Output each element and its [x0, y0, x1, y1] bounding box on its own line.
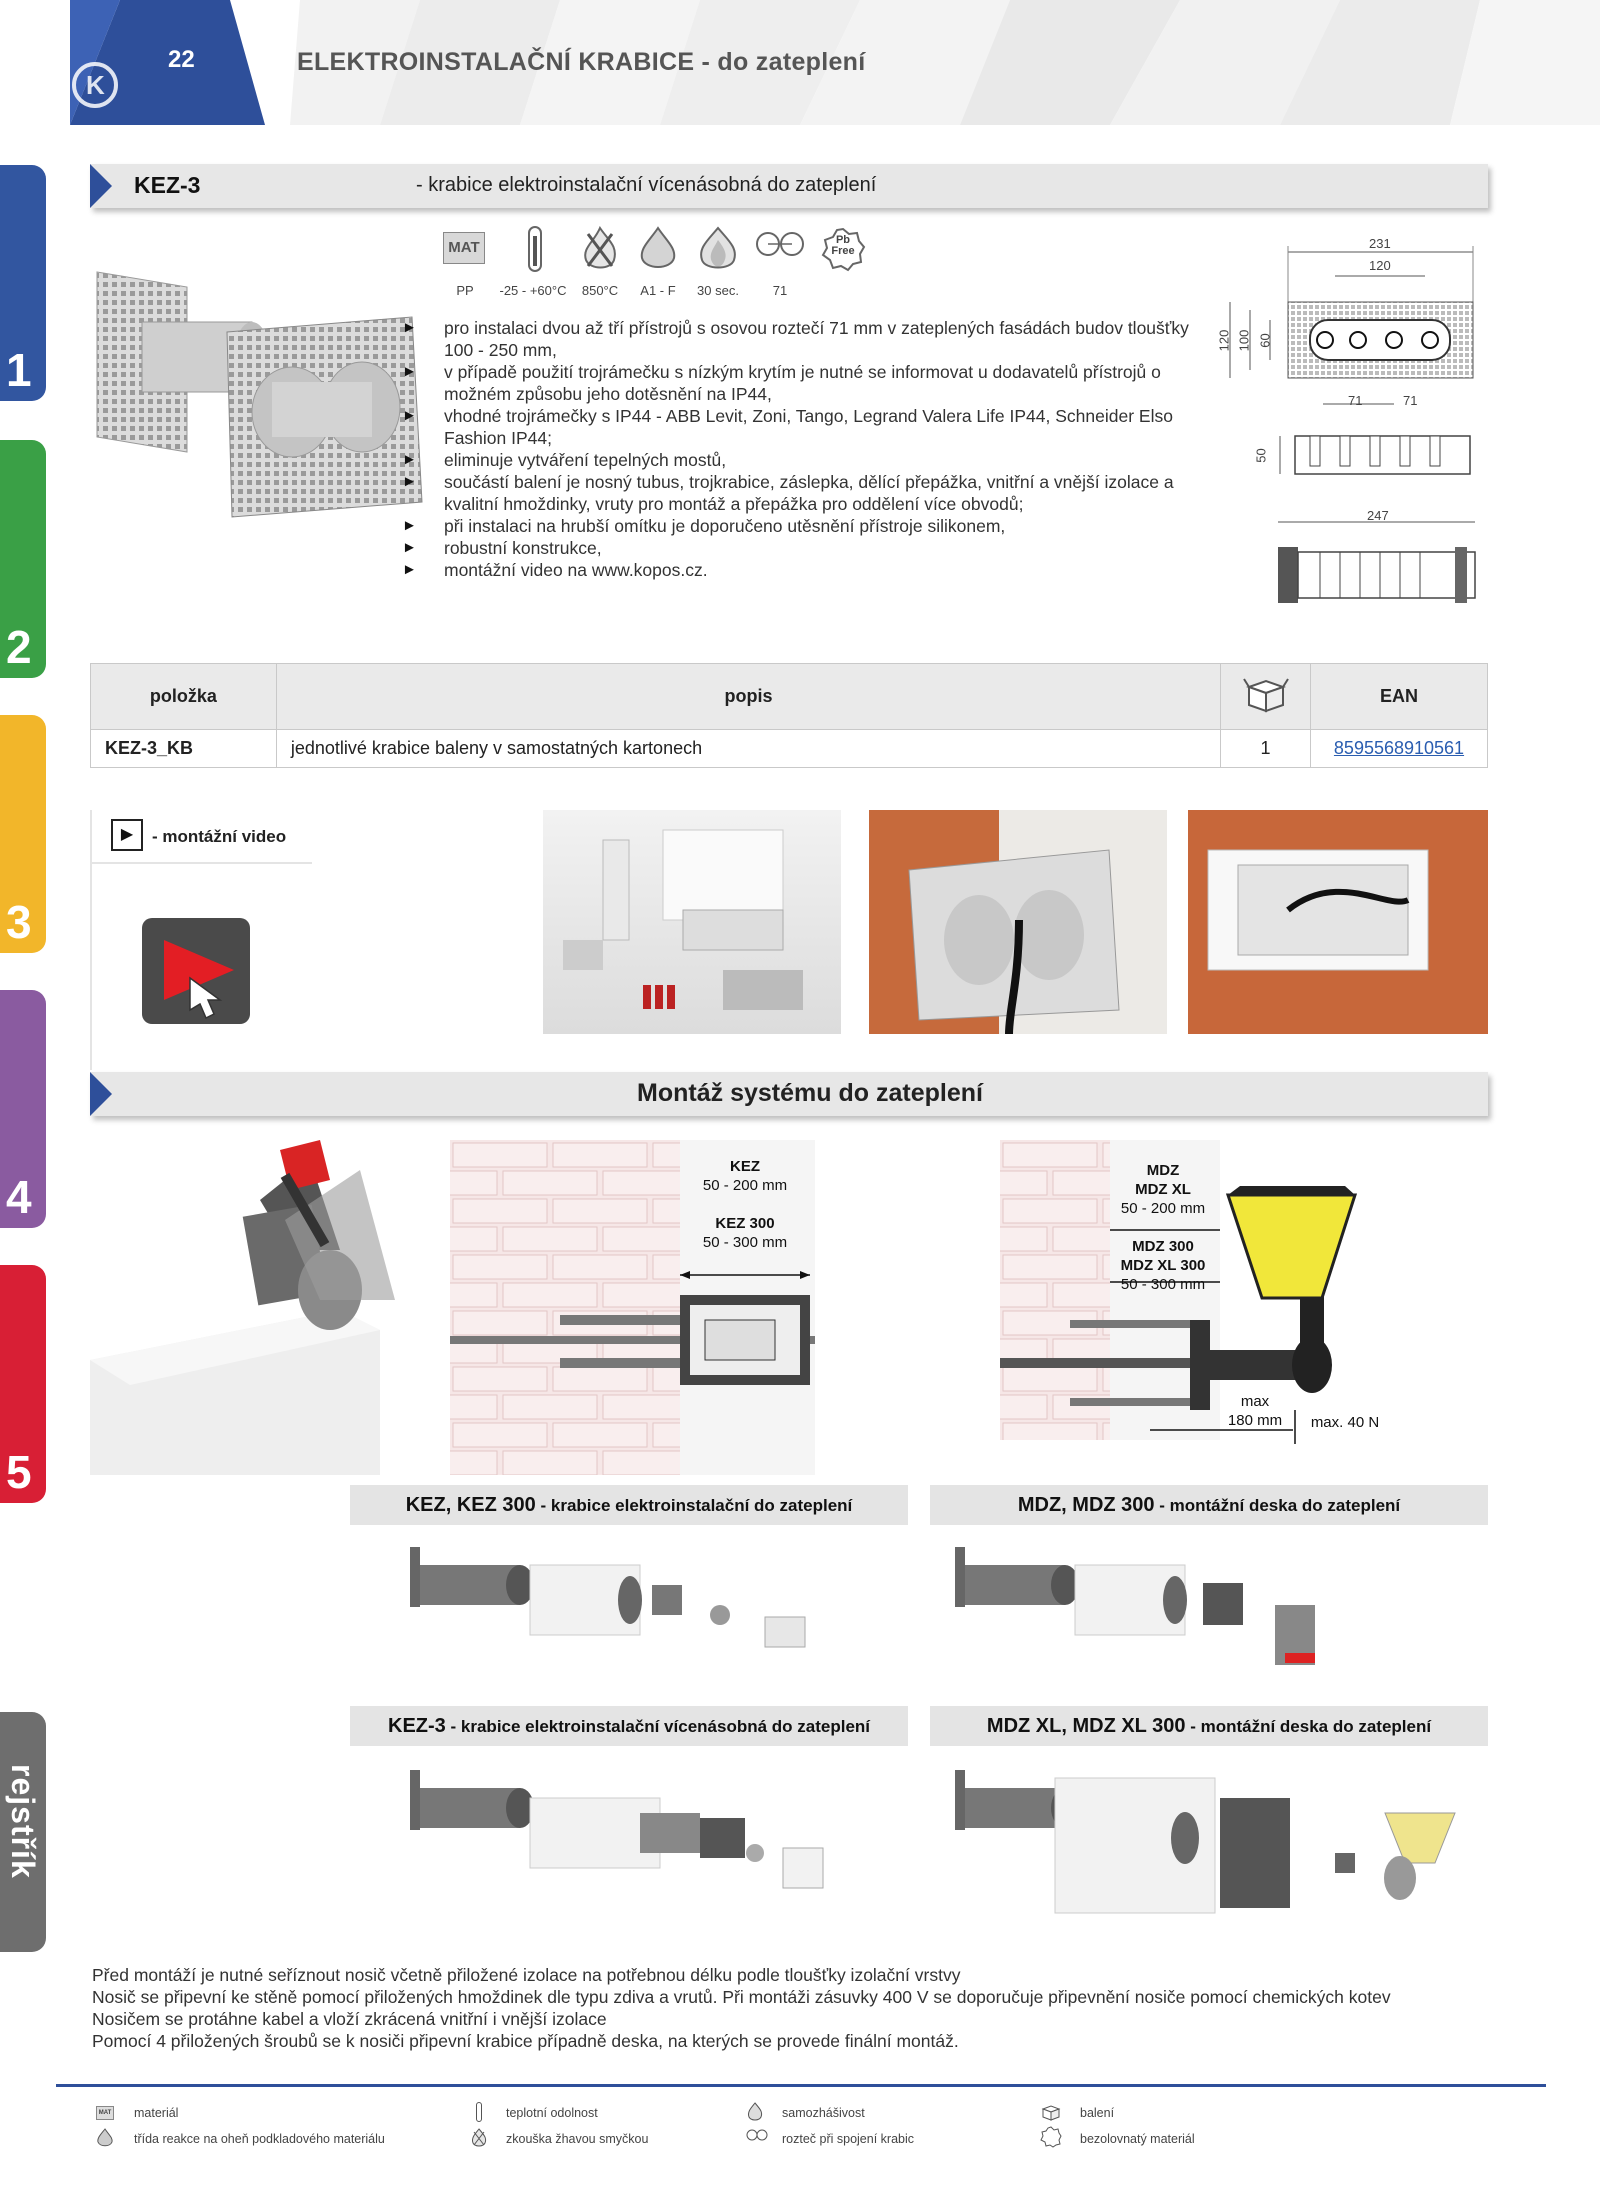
note-line: Nosič se připevní ke stěně pomocí přiložených hmoždinek dle typu zdiva a vrutů. Při montáži zásuvky 400 V se doporučuje připevnění nosiče pomocí chemických kotev — [92, 1987, 1391, 2007]
kez300-label: KEZ 300 50 - 300 mm — [702, 1215, 788, 1251]
box-icon — [1243, 675, 1289, 718]
flame-icon — [746, 2102, 764, 2122]
bar-arrow-icon — [90, 164, 112, 208]
video-label: - montážní video — [152, 827, 287, 846]
kez-exploded-view — [400, 1535, 840, 1675]
legend-label: teplotní odolnost — [506, 2106, 598, 2120]
assembly-notes — [92, 1964, 1391, 2052]
page-title: ELEKTROINSTALAČNÍ KRABICE - do zateplení — [297, 48, 866, 76]
dimension-label: 100 — [1236, 329, 1252, 352]
dimension-label: 71 — [1403, 393, 1418, 408]
dimension-label: 60 — [1257, 333, 1273, 348]
caption-kez: KEZ, KEZ 300 - krabice elektroinstalační do zateplení — [350, 1485, 908, 1525]
tab-chapter-3[interactable]: 3 — [0, 715, 46, 953]
dimension-label: 120 — [1216, 329, 1232, 352]
temperature-label: -25 - +60°C — [499, 283, 567, 298]
dimension-label: 231 — [1369, 236, 1391, 251]
glow-wire-icon — [470, 2128, 488, 2148]
lead-free-icon: Pb Free — [820, 226, 866, 272]
cell-description: jednotlivé krabice baleny v samostatných kartonech — [276, 730, 1220, 768]
legend-label: třída reakce na oheň podkladového materiálu — [134, 2132, 385, 2146]
legend-label: balení — [1080, 2106, 1115, 2120]
note-line: Před montáží je nutné seříznout nosič včetně přiložené izolace na potřebnou délku podle tloušťky izolační vrstvy — [92, 1965, 961, 1985]
list-item: ► v případě použití trojrámečku s nízkým krytím je nutné se informovat u dodavatelů přístrojů o možném způsobu jeho dotěsnění na IP44, — [402, 362, 1161, 404]
dimension-label: 50 — [1253, 448, 1269, 463]
lead-free-icon — [1040, 2126, 1062, 2148]
mdz-label: MDZ MDZ XL 50 - 200 mm — [1120, 1162, 1206, 1217]
legend-label: zkouška žhavou smyčkou — [506, 2132, 649, 2146]
legend-label: samozhášivost — [782, 2106, 865, 2120]
cell-item: KEZ-3_KB — [91, 730, 277, 768]
box-icon — [1040, 2103, 1062, 2121]
list-item: ► pro instalaci dvou až tří přístrojů s osovou roztečí 71 mm v zateplených fasádách budov tloušťky 100 - 250 mm, — [402, 318, 1189, 360]
product-code: KEZ-3 — [134, 172, 201, 198]
max-depth-label: max 180 mm — [1227, 1393, 1283, 1429]
legend-label: rozteč při spojení krabic — [782, 2132, 915, 2146]
insulation-box-photo — [1188, 810, 1488, 1034]
video-panel-border — [90, 810, 92, 1070]
video-label-underline — [90, 862, 312, 864]
material-label: PP — [456, 283, 474, 298]
technical-drawing — [1200, 232, 1490, 632]
dimension-label: 120 — [1369, 258, 1391, 273]
thermometer-icon — [528, 226, 542, 272]
installed-box-photo — [869, 810, 1167, 1034]
tab-chapter-4[interactable]: 4 — [0, 990, 46, 1228]
legend-label: materiál — [134, 2106, 179, 2120]
table-row — [91, 730, 1488, 768]
pitch-icon — [746, 2128, 768, 2142]
note-line: Nosičem se protáhne kabel a vloží zkrácená vnitřní i vnější izolace — [92, 2009, 607, 2029]
product-image — [92, 262, 432, 532]
max-force-label: max. 40 N — [1310, 1414, 1380, 1431]
list-item: ► eliminuje vytváření tepelných mostů, — [402, 450, 727, 470]
column-header-package — [1221, 664, 1311, 730]
caption-mdz-xl: MDZ XL, MDZ XL 300 - montážní deska do zateplení — [930, 1706, 1488, 1746]
glow-wire-label: 850°C — [581, 283, 619, 298]
footer-divider — [56, 2084, 1546, 2087]
list-item: ► při instalaci na hrubší omítku je doporučeno utěsnění přístroje silikonem, — [402, 516, 1006, 536]
self-extinguish-label: 30 sec. — [697, 283, 739, 298]
cutting-illustration — [90, 1140, 450, 1475]
ean-link[interactable]: 8595568910561 — [1333, 738, 1465, 758]
list-item: ► montážní video na www.kopos.cz. — [402, 560, 708, 580]
mdz-exploded-view — [945, 1535, 1385, 1695]
dimension-label: 71 — [1348, 393, 1363, 408]
pitch-icon — [755, 230, 805, 260]
mat-icon: MAT — [96, 2106, 114, 2120]
kez-3-exploded-view — [400, 1758, 840, 1898]
tab-chapter-5[interactable]: 5 — [0, 1265, 46, 1503]
pitch-label: 71 — [772, 283, 788, 298]
tab-chapter-2[interactable]: 2 — [0, 440, 46, 678]
thermometer-icon — [476, 2102, 482, 2122]
note-line: Pomocí 4 přiložených šroubů se k nosiči připevní krabice případně deska, na kterých se provede finální montáž. — [92, 2031, 959, 2051]
fire-class-label: A1 - F — [640, 283, 676, 298]
column-header-description: popis — [276, 664, 1220, 730]
column-header-item: položka — [91, 664, 277, 730]
list-item: ► robustní konstrukce, — [402, 538, 602, 558]
kopos-logo: K — [72, 62, 118, 108]
list-item: ► součástí balení je nosný tubus, trojkrabice, záslepka, dělící přepážka, vnitřní a vnější izolace a kvalitní hmoždinky, vruty pro montáž a přepážka pro oddělení více obvodů; — [402, 472, 1174, 514]
flame-icon — [696, 226, 740, 272]
list-item: ► vhodné trojrámečky s IP44 - ABB Levit, Zoni, Tango, Legrand Valera Life IP44, Schneider Elso Fashion IP44; — [402, 406, 1173, 448]
product-description: - krabice elektroinstalační vícenásobná do zateplení — [416, 174, 877, 196]
feature-list — [402, 317, 1214, 581]
cell-quantity: 1 — [1221, 730, 1311, 768]
caption-mdz: MDZ, MDZ 300 - montážní deska do zateplení — [930, 1485, 1488, 1525]
dimension-label: 247 — [1367, 508, 1389, 523]
page-number: 22 — [168, 46, 195, 73]
mdz300-label: MDZ 300 MDZ XL 300 50 - 300 mm — [1120, 1238, 1206, 1293]
glow-wire-icon — [578, 226, 622, 272]
column-header-ean: EAN — [1311, 664, 1488, 730]
drop-icon — [96, 2128, 114, 2148]
product-table — [90, 663, 1488, 768]
play-icon[interactable]: ▶ — [111, 819, 143, 851]
tab-chapter-1[interactable]: 1 — [0, 165, 46, 401]
video-play-button-icon[interactable] — [142, 918, 250, 1024]
kit-components-photo — [543, 810, 841, 1034]
caption-kez-3: KEZ-3 - krabice elektroinstalační vícenásobná do zateplení — [350, 1706, 908, 1746]
legend-label: bezolovnatý materiál — [1080, 2132, 1195, 2146]
mdz-xl-exploded-view — [945, 1758, 1475, 1928]
drop-icon — [636, 226, 680, 272]
assembly-title: Montáž systému do zateplení — [637, 1079, 983, 1107]
kez-label: KEZ 50 - 200 mm — [702, 1158, 788, 1194]
mat-icon: MAT — [443, 232, 485, 264]
tab-register[interactable]: rejstřík — [0, 1712, 46, 1952]
